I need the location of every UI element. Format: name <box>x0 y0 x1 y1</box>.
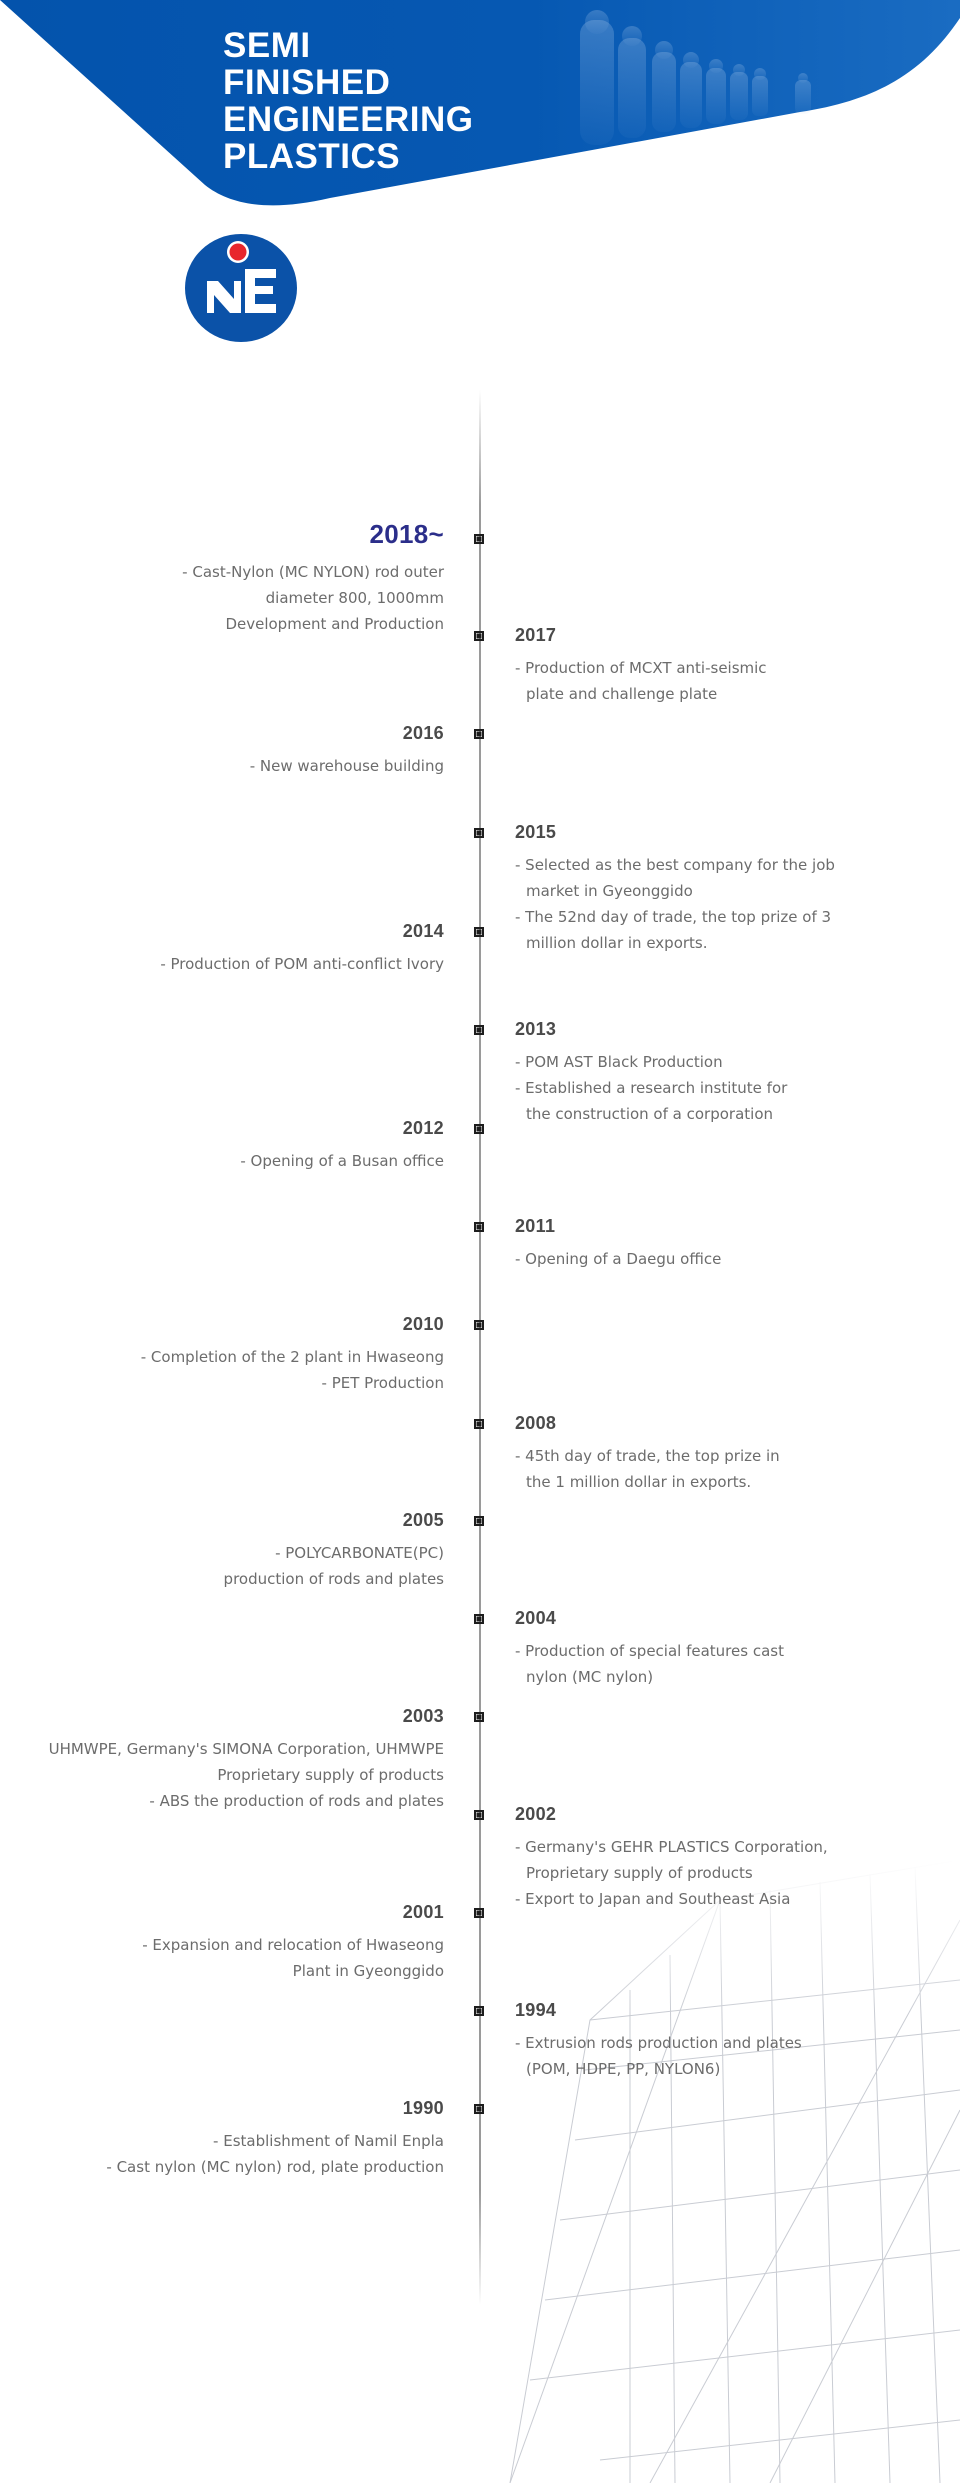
timeline-entry-2018 <box>182 519 444 637</box>
timeline-item: - PET Production <box>321 1374 444 1392</box>
timeline-entry-2004 <box>515 1607 785 1690</box>
timeline-item: - ABS the production of rods and plates <box>149 1792 444 1810</box>
timeline-item: - Cast-Nylon (MC NYLON) rod outer <box>182 563 444 581</box>
timeline-item: - Production of MCXT anti-seismic plate and challenge plate <box>515 659 767 703</box>
timeline-item: diameter 800, 1000mm <box>265 589 444 607</box>
timeline-item: - Establishment of Namil Enpla <box>213 2132 444 2150</box>
timeline-entry-2011 <box>515 1215 815 1272</box>
timeline-item: - Cast nylon (MC nylon) rod, plate production <box>106 2158 444 2176</box>
timeline-marker <box>474 534 484 544</box>
timeline-entry-2014 <box>160 920 444 977</box>
timeline-year: 2010 <box>402 1314 444 1334</box>
header-banner <box>0 0 960 230</box>
timeline-year: 2005 <box>402 1510 444 1530</box>
timeline-year: 2004 <box>515 1608 557 1628</box>
timeline-entry-2017 <box>515 624 785 707</box>
timeline-item: - 45th day of trade, the top prize in the 1 million dollar in exports. <box>515 1447 780 1491</box>
timeline-entry-2013 <box>515 1018 815 1127</box>
title-line: FINISHED <box>223 63 391 102</box>
timeline-item: - Expansion and relocation of Hwaseong <box>142 1936 444 1954</box>
timeline-item: - Opening of a Busan office <box>240 1152 444 1170</box>
timeline-marker <box>474 1614 484 1624</box>
timeline-entry-2003 <box>49 1705 444 1814</box>
timeline-marker <box>474 1222 484 1232</box>
timeline-marker <box>474 1419 484 1429</box>
title-line: ENGINEERING <box>223 100 474 139</box>
timeline-item: - Export to Japan and Southeast Asia <box>515 1890 791 1908</box>
timeline-marker <box>474 1712 484 1722</box>
timeline-entry-2001 <box>142 1901 444 1984</box>
timeline-item: - POM AST Black Production <box>515 1053 723 1071</box>
timeline-marker <box>474 1908 484 1918</box>
title-line: SEMI <box>223 26 311 65</box>
timeline-entry-2005 <box>224 1509 444 1592</box>
timeline-item: - Production of POM anti-conflict Ivory <box>160 955 444 973</box>
timeline-marker <box>474 927 484 937</box>
timeline-year: 2015 <box>515 822 557 842</box>
timeline-marker <box>474 2006 484 2016</box>
timeline-item: - New warehouse building <box>249 757 444 775</box>
timeline-year: 2012 <box>402 1118 444 1138</box>
timeline-entry-1990 <box>106 2097 444 2180</box>
timeline-item: - Selected as the best company for the job market in Gyeonggido <box>515 856 835 900</box>
timeline-item: - Production of special features cast nylon (MC nylon) <box>515 1642 784 1686</box>
timeline-year: 2011 <box>515 1216 556 1236</box>
timeline-entry-2008 <box>515 1412 785 1495</box>
timeline-marker <box>474 729 484 739</box>
timeline-item: - POLYCARBONATE(PC) <box>275 1544 444 1562</box>
timeline-year: 2013 <box>515 1019 557 1039</box>
timeline-item: Development and Production <box>225 615 444 633</box>
page-title <box>223 27 474 175</box>
timeline-year: 2014 <box>402 921 444 941</box>
timeline-item: - Germany's GEHR PLASTICS Corporation, Proprietary supply of products <box>515 1838 828 1882</box>
timeline-year: 2016 <box>402 723 444 743</box>
timeline-item: - Completion of the 2 plant in Hwaseong <box>140 1348 444 1366</box>
timeline-entry-1994 <box>515 1999 825 2082</box>
timeline-marker <box>474 828 484 838</box>
building-illustration <box>470 1860 960 2483</box>
timeline-marker <box>474 1124 484 1134</box>
timeline-item: - Opening of a Daegu office <box>515 1250 722 1268</box>
timeline-item: - The 52nd day of trade, the top prize of 3 million dollar in exports. <box>515 908 832 952</box>
timeline-entry-2002 <box>515 1803 845 1912</box>
timeline-marker <box>474 1025 484 1035</box>
company-logo <box>184 233 298 343</box>
timeline-year: 1994 <box>515 2000 557 2020</box>
timeline-marker <box>474 1516 484 1526</box>
timeline-item: production of rods and plates <box>223 1570 444 1588</box>
timeline-entry-2012 <box>240 1117 444 1174</box>
timeline-entry-2016 <box>250 722 444 779</box>
timeline-entry-2010 <box>141 1313 444 1396</box>
timeline-year: 2008 <box>515 1413 557 1433</box>
timeline-year: 2017 <box>515 625 557 645</box>
timeline-year: 2001 <box>402 1902 444 1922</box>
timeline-marker <box>474 2104 484 2114</box>
timeline-year: 1990 <box>402 2098 444 2118</box>
timeline-item: Proprietary supply of products <box>217 1766 444 1784</box>
timeline-year: 2002 <box>515 1804 557 1824</box>
timeline-entry-2015 <box>515 821 845 956</box>
timeline-item: Plant in Gyeonggido <box>292 1962 444 1980</box>
timeline-year: 2003 <box>402 1706 444 1726</box>
timeline-year: 2018~ <box>369 519 444 549</box>
timeline-marker <box>474 631 484 641</box>
title-line: PLASTICS <box>223 137 401 176</box>
timeline-marker <box>474 1320 484 1330</box>
timeline-item: - Established a research institute for the construction of a corporation <box>515 1079 788 1123</box>
timeline-item: - Extrusion rods production and plates (POM, HDPE, PP, NYLON6) <box>515 2034 802 2078</box>
timeline-item: UHMWPE, Germany's SIMONA Corporation, UHMWPE <box>48 1740 444 1758</box>
timeline-marker <box>474 1810 484 1820</box>
timeline-axis <box>479 390 481 2305</box>
